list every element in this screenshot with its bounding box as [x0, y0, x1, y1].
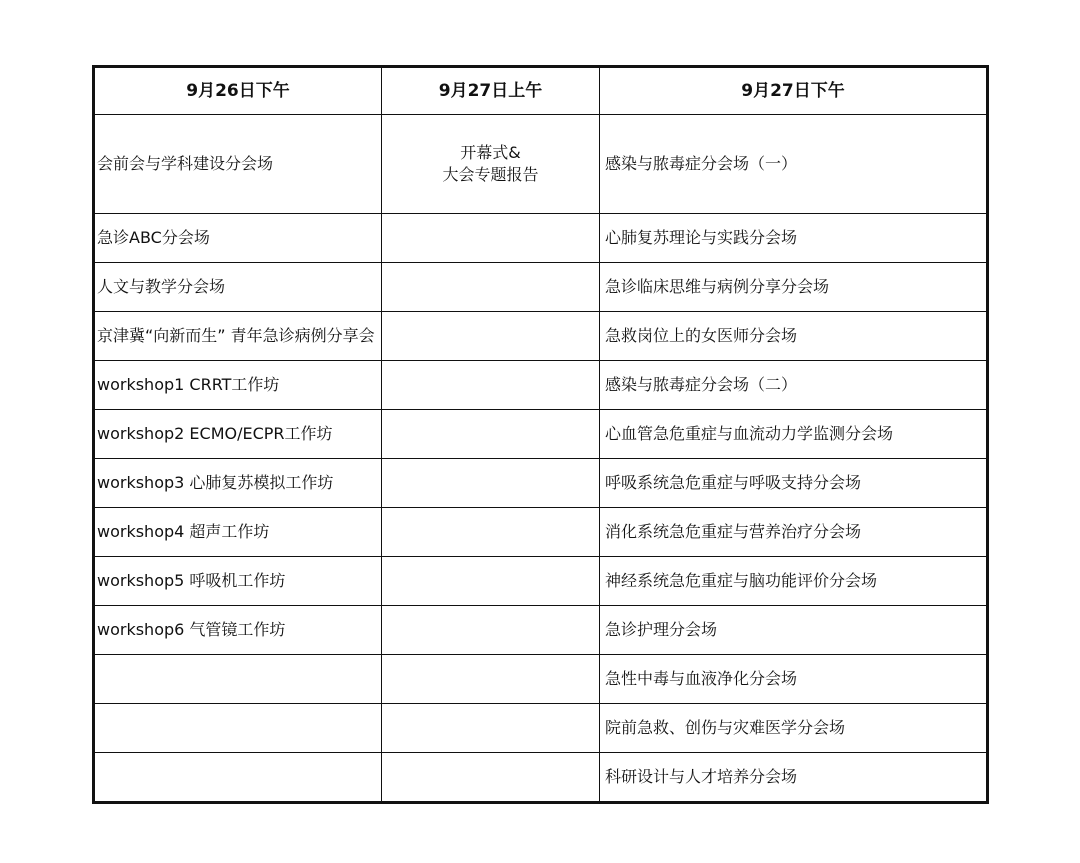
table-row [94, 214, 988, 263]
empty-cell [382, 312, 600, 361]
empty-cell [382, 606, 600, 655]
session-cell: workshop1 CRRT工作坊 [94, 361, 382, 410]
session-cell: workshop2 ECMO/ECPR工作坊 [94, 410, 382, 459]
table-row [94, 508, 988, 557]
table-row [94, 655, 988, 704]
table-row [94, 753, 988, 803]
opening-session-cell [382, 115, 600, 214]
header-row [94, 67, 988, 115]
table-row [94, 410, 988, 459]
empty-cell [94, 655, 382, 704]
session-cell: 心肺复苏理论与实践分会场 [600, 214, 988, 263]
table-row [94, 557, 988, 606]
session-cell: 急诊ABC分会场 [94, 214, 382, 263]
opening-line1: 开幕式& [460, 143, 521, 163]
empty-cell [382, 459, 600, 508]
session-cell: workshop6 气管镜工作坊 [94, 606, 382, 655]
empty-cell [382, 263, 600, 312]
session-cell: workshop4 超声工作坊 [94, 508, 382, 557]
session-cell: 院前急救、创伤与灾难医学分会场 [600, 704, 988, 753]
table-row [94, 606, 988, 655]
session-cell: 消化系统急危重症与营养治疗分会场 [600, 508, 988, 557]
session-cell: 急救岗位上的女医师分会场 [600, 312, 988, 361]
empty-cell [382, 557, 600, 606]
empty-cell [382, 214, 600, 263]
empty-cell [382, 655, 600, 704]
session-cell: 神经系统急危重症与脑功能评价分会场 [600, 557, 988, 606]
empty-cell [382, 704, 600, 753]
empty-cell [382, 508, 600, 557]
session-cell: 科研设计与人才培养分会场 [600, 753, 988, 803]
empty-cell [382, 361, 600, 410]
empty-cell [382, 753, 600, 803]
empty-cell [382, 410, 600, 459]
empty-cell [94, 753, 382, 803]
session-cell: 心血管急危重症与血流动力学监测分会场 [600, 410, 988, 459]
table-row [94, 115, 988, 214]
session-cell: 呼吸系统急危重症与呼吸支持分会场 [600, 459, 988, 508]
header-sep27-morning: 9月27日上午 [382, 67, 600, 115]
header-sep26-afternoon: 9月26日下午 [94, 67, 382, 115]
schedule-table [92, 65, 989, 804]
opening-line2: 大会专题报告 [442, 165, 539, 184]
session-cell: workshop5 呼吸机工作坊 [94, 557, 382, 606]
empty-cell [94, 704, 382, 753]
session-cell: 京津冀“向新而生” 青年急诊病例分享会 [94, 312, 382, 361]
session-cell: 急诊临床思维与病例分享分会场 [600, 263, 988, 312]
table-row [94, 704, 988, 753]
session-cell: 感染与脓毒症分会场（二） [600, 361, 988, 410]
session-cell: workshop3 心肺复苏模拟工作坊 [94, 459, 382, 508]
session-cell: 急诊护理分会场 [600, 606, 988, 655]
table-row [94, 361, 988, 410]
session-cell: 会前会与学科建设分会场 [94, 115, 382, 214]
header-sep27-afternoon: 9月27日下午 [600, 67, 988, 115]
table-row [94, 312, 988, 361]
session-cell: 人文与教学分会场 [94, 263, 382, 312]
table-row [94, 263, 988, 312]
session-cell: 急性中毒与血液净化分会场 [600, 655, 988, 704]
table-row [94, 459, 988, 508]
session-cell: 感染与脓毒症分会场（一） [600, 115, 988, 214]
